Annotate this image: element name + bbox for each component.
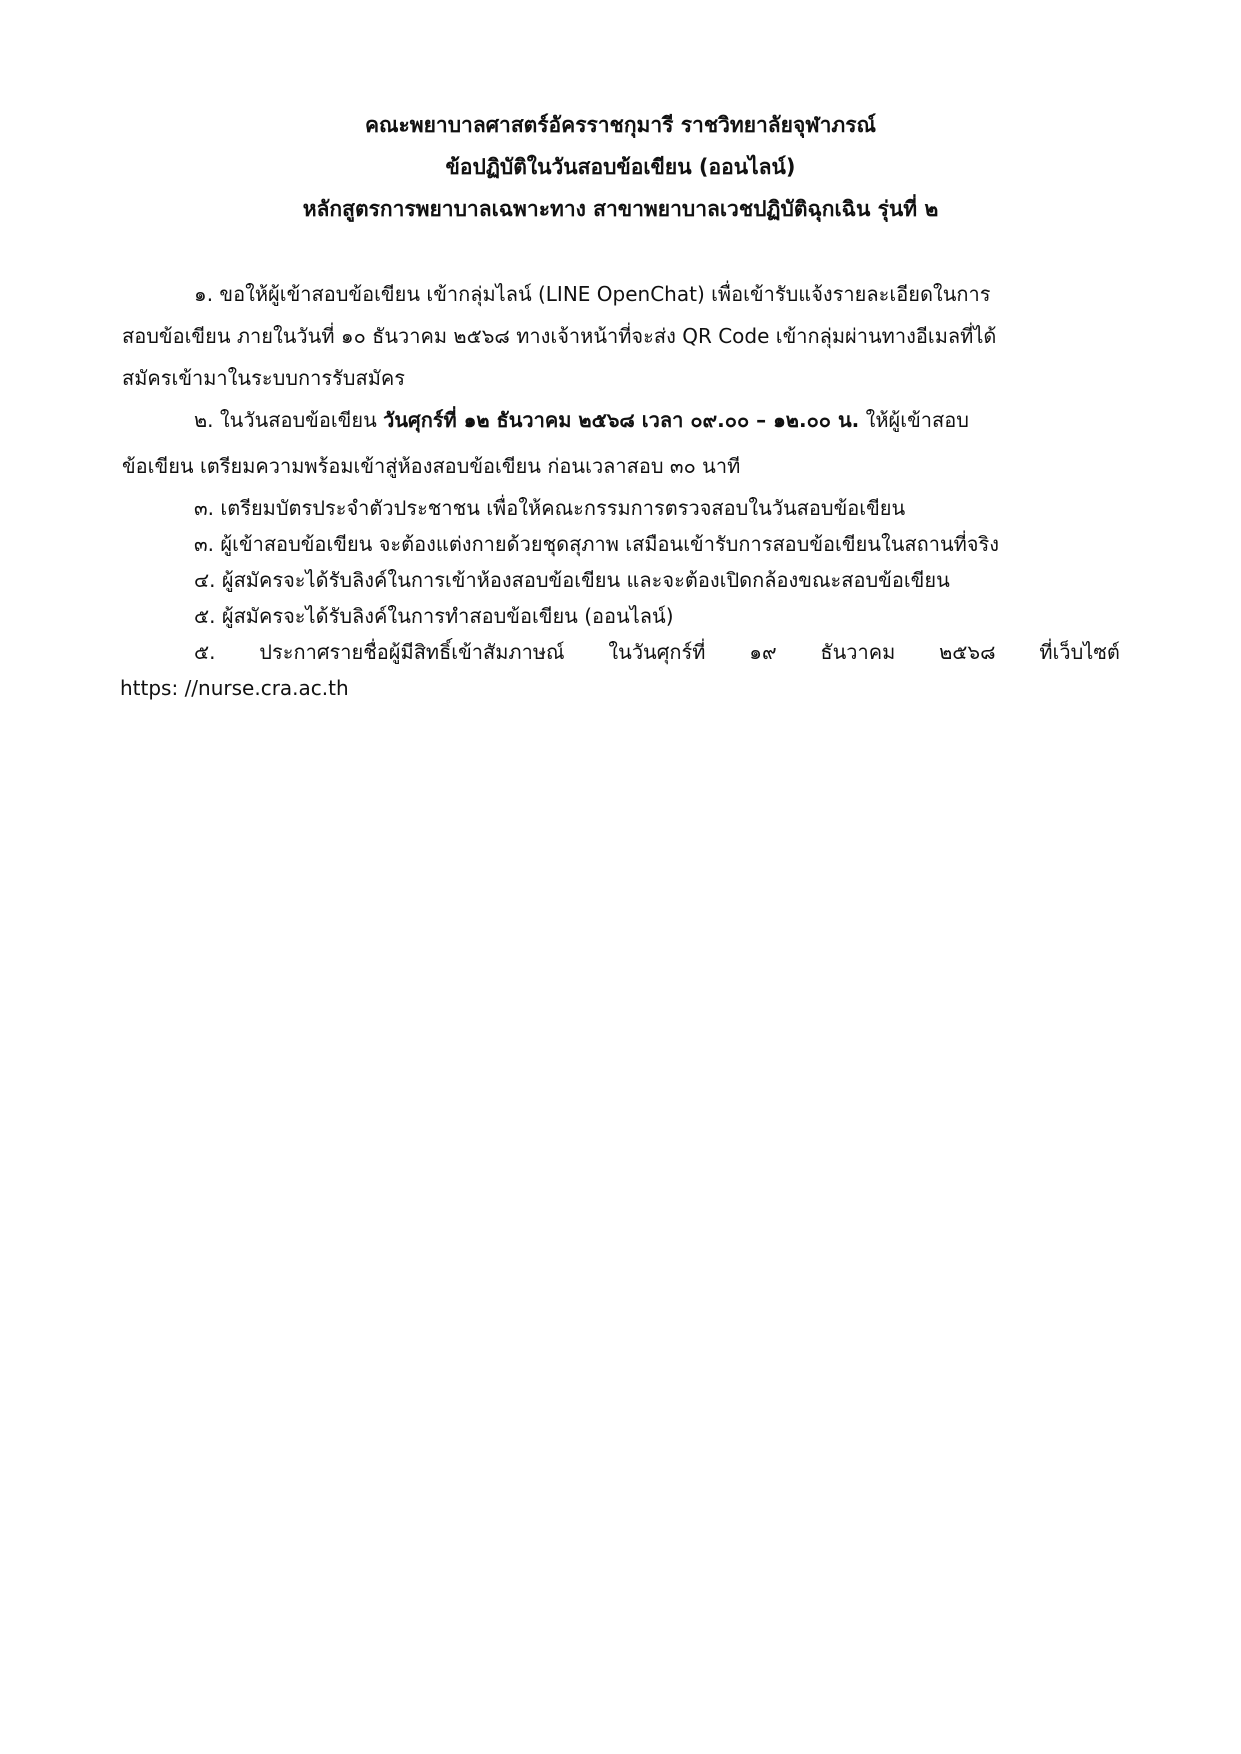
instruction-item-7-word: ธันวาคม	[820, 640, 896, 664]
instruction-item-1-line-3: สมัครเข้ามาในระบบการรับสมัคร	[122, 366, 406, 390]
instruction-list	[122, 276, 1120, 706]
instruction-item-7-word: ในวันศุกร์ที่	[608, 640, 706, 664]
instruction-item-2	[122, 402, 1120, 484]
instruction-item-5: ๔. ผู้สมัครจะได้รับลิงค์ในการเข้าห้องสอบข้อเขียน และจะต้องเปิดกล้องขณะสอบข้อเขียน	[194, 568, 950, 592]
document-title: ข้อปฏิบัติในวันสอบข้อเขียน (ออนไลน์)	[445, 155, 796, 179]
instruction-item-2-suffix: ให้ผู้เข้าสอบ	[859, 408, 969, 432]
instruction-item-7-word: ๕.	[194, 640, 216, 664]
instruction-item-3: ๓. เตรียมบัตรประจำตัวประชาชน เพื่อให้คณะกรรมการตรวจสอบในวันสอบข้อเขียน	[194, 496, 906, 520]
faculty-name: คณะพยาบาลศาสตร์อัครราชกุมารี ราชวิทยาลัยจุฬาภรณ์	[364, 113, 877, 137]
website-url: https: //nurse.cra.ac.th	[120, 676, 349, 700]
instruction-item-7	[122, 634, 1120, 706]
instruction-item-6: ๕. ผู้สมัครจะได้รับลิงค์ในการทำสอบข้อเขียน (ออนไลน์)	[194, 604, 674, 628]
instruction-item-7-word: ประกาศรายชื่อผู้มีสิทธิ์เข้าสัมภาษณ์	[259, 640, 565, 664]
program-name: หลักสูตรการพยาบาลเฉพาะทาง สาขาพยาบาลเวชปฏิบัติฉุกเฉิน รุ่นที่ ๒	[302, 197, 939, 221]
instruction-item-7-word: ๒๕๖๘	[939, 640, 996, 664]
instruction-item-7-word: ที่เว็บไซต์	[1039, 640, 1120, 664]
instruction-item-1-line-1: ๑. ขอให้ผู้เข้าสอบข้อเขียน เข้ากลุ่มไลน์ (LINE OpenChat) เพื่อเข้ารับแจ้งรายละเอียดในการ	[194, 282, 991, 306]
instruction-item-1-line-2: สอบข้อเขียน ภายในวันที่ ๑๐ ธันวาคม ๒๕๖๘ ทางเจ้าหน้าที่จะส่ง QR Code เข้ากลุ่มผ่านทางอีเมลที่ได้	[122, 324, 997, 348]
exam-date-time: วันศุกร์ที่ ๑๒ ธันวาคม ๒๕๖๘ เวลา ๐๙.๐๐ – ๑๒.๐๐ น.	[383, 408, 860, 432]
instruction-item-2-line-2: ข้อเขียน เตรียมความพร้อมเข้าสู่ห้องสอบข้อเขียน ก่อนเวลาสอบ ๓๐ นาที	[122, 454, 741, 478]
instruction-item-7-word: ๑๙	[749, 640, 777, 664]
instruction-item-1	[122, 276, 1120, 396]
instruction-item-7-line-1	[122, 634, 1120, 670]
instruction-item-4: ๓. ผู้เข้าสอบข้อเขียน จะต้องแต่งกายด้วยชุดสุภาพ เสมือนเข้ารับการสอบข้อเขียนในสถานที่จริง	[194, 532, 1000, 556]
document-header	[0, 104, 1241, 230]
instruction-item-2-prefix: ๒. ในวันสอบข้อเขียน	[194, 408, 384, 432]
instruction-item-2-line-1	[122, 402, 1120, 438]
